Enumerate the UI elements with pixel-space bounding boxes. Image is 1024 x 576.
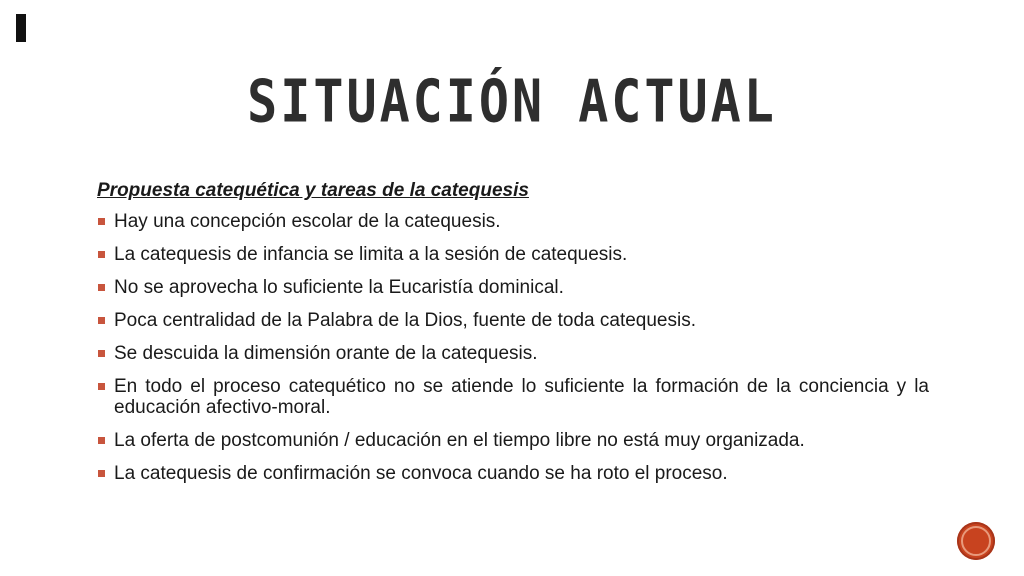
corner-accent-bar — [16, 14, 26, 42]
bullet-text: La catequesis de infancia se limita a la sesión de catequesis. — [114, 244, 628, 265]
square-bullet-icon — [98, 350, 105, 357]
bullet-item — [97, 343, 929, 364]
bullet-text: La catequesis de confirmación se convoca cuando se ha roto el proceso. — [114, 463, 728, 484]
square-bullet-icon — [98, 218, 105, 225]
badge-ring — [961, 526, 991, 556]
bullet-text: Hay una concepción escolar de la catequesis. — [114, 211, 501, 232]
slide-number-badge-icon — [957, 522, 995, 560]
slide-subtitle: Propuesta catequética y tareas de la catequesis — [97, 180, 529, 201]
square-bullet-icon — [98, 317, 105, 324]
bullet-item — [97, 463, 929, 484]
bullet-item — [97, 376, 929, 418]
slide-title: SITUACIÓN ACTUAL — [247, 67, 777, 136]
bullet-list — [97, 211, 929, 484]
bullet-item — [97, 277, 929, 298]
slide-content — [97, 180, 929, 496]
bullet-text: No se aprovecha lo suficiente la Eucaristía dominical. — [114, 277, 564, 298]
square-bullet-icon — [98, 251, 105, 258]
bullet-item — [97, 310, 929, 331]
square-bullet-icon — [98, 470, 105, 477]
bullet-text: Poca centralidad de la Palabra de la Dios, fuente de toda catequesis. — [114, 310, 696, 331]
bullet-item — [97, 244, 929, 265]
bullet-text: En todo el proceso catequético no se atiende lo suficiente la formación de la conciencia y la educación afectivo-moral. — [114, 376, 929, 418]
bullet-text: La oferta de postcomunión / educación en el tiempo libre no está muy organizada. — [114, 430, 805, 451]
square-bullet-icon — [98, 284, 105, 291]
bullet-item — [97, 211, 929, 232]
square-bullet-icon — [98, 383, 105, 390]
bullet-text: Se descuida la dimensión orante de la catequesis. — [114, 343, 538, 364]
square-bullet-icon — [98, 437, 105, 444]
bullet-item — [97, 430, 929, 451]
